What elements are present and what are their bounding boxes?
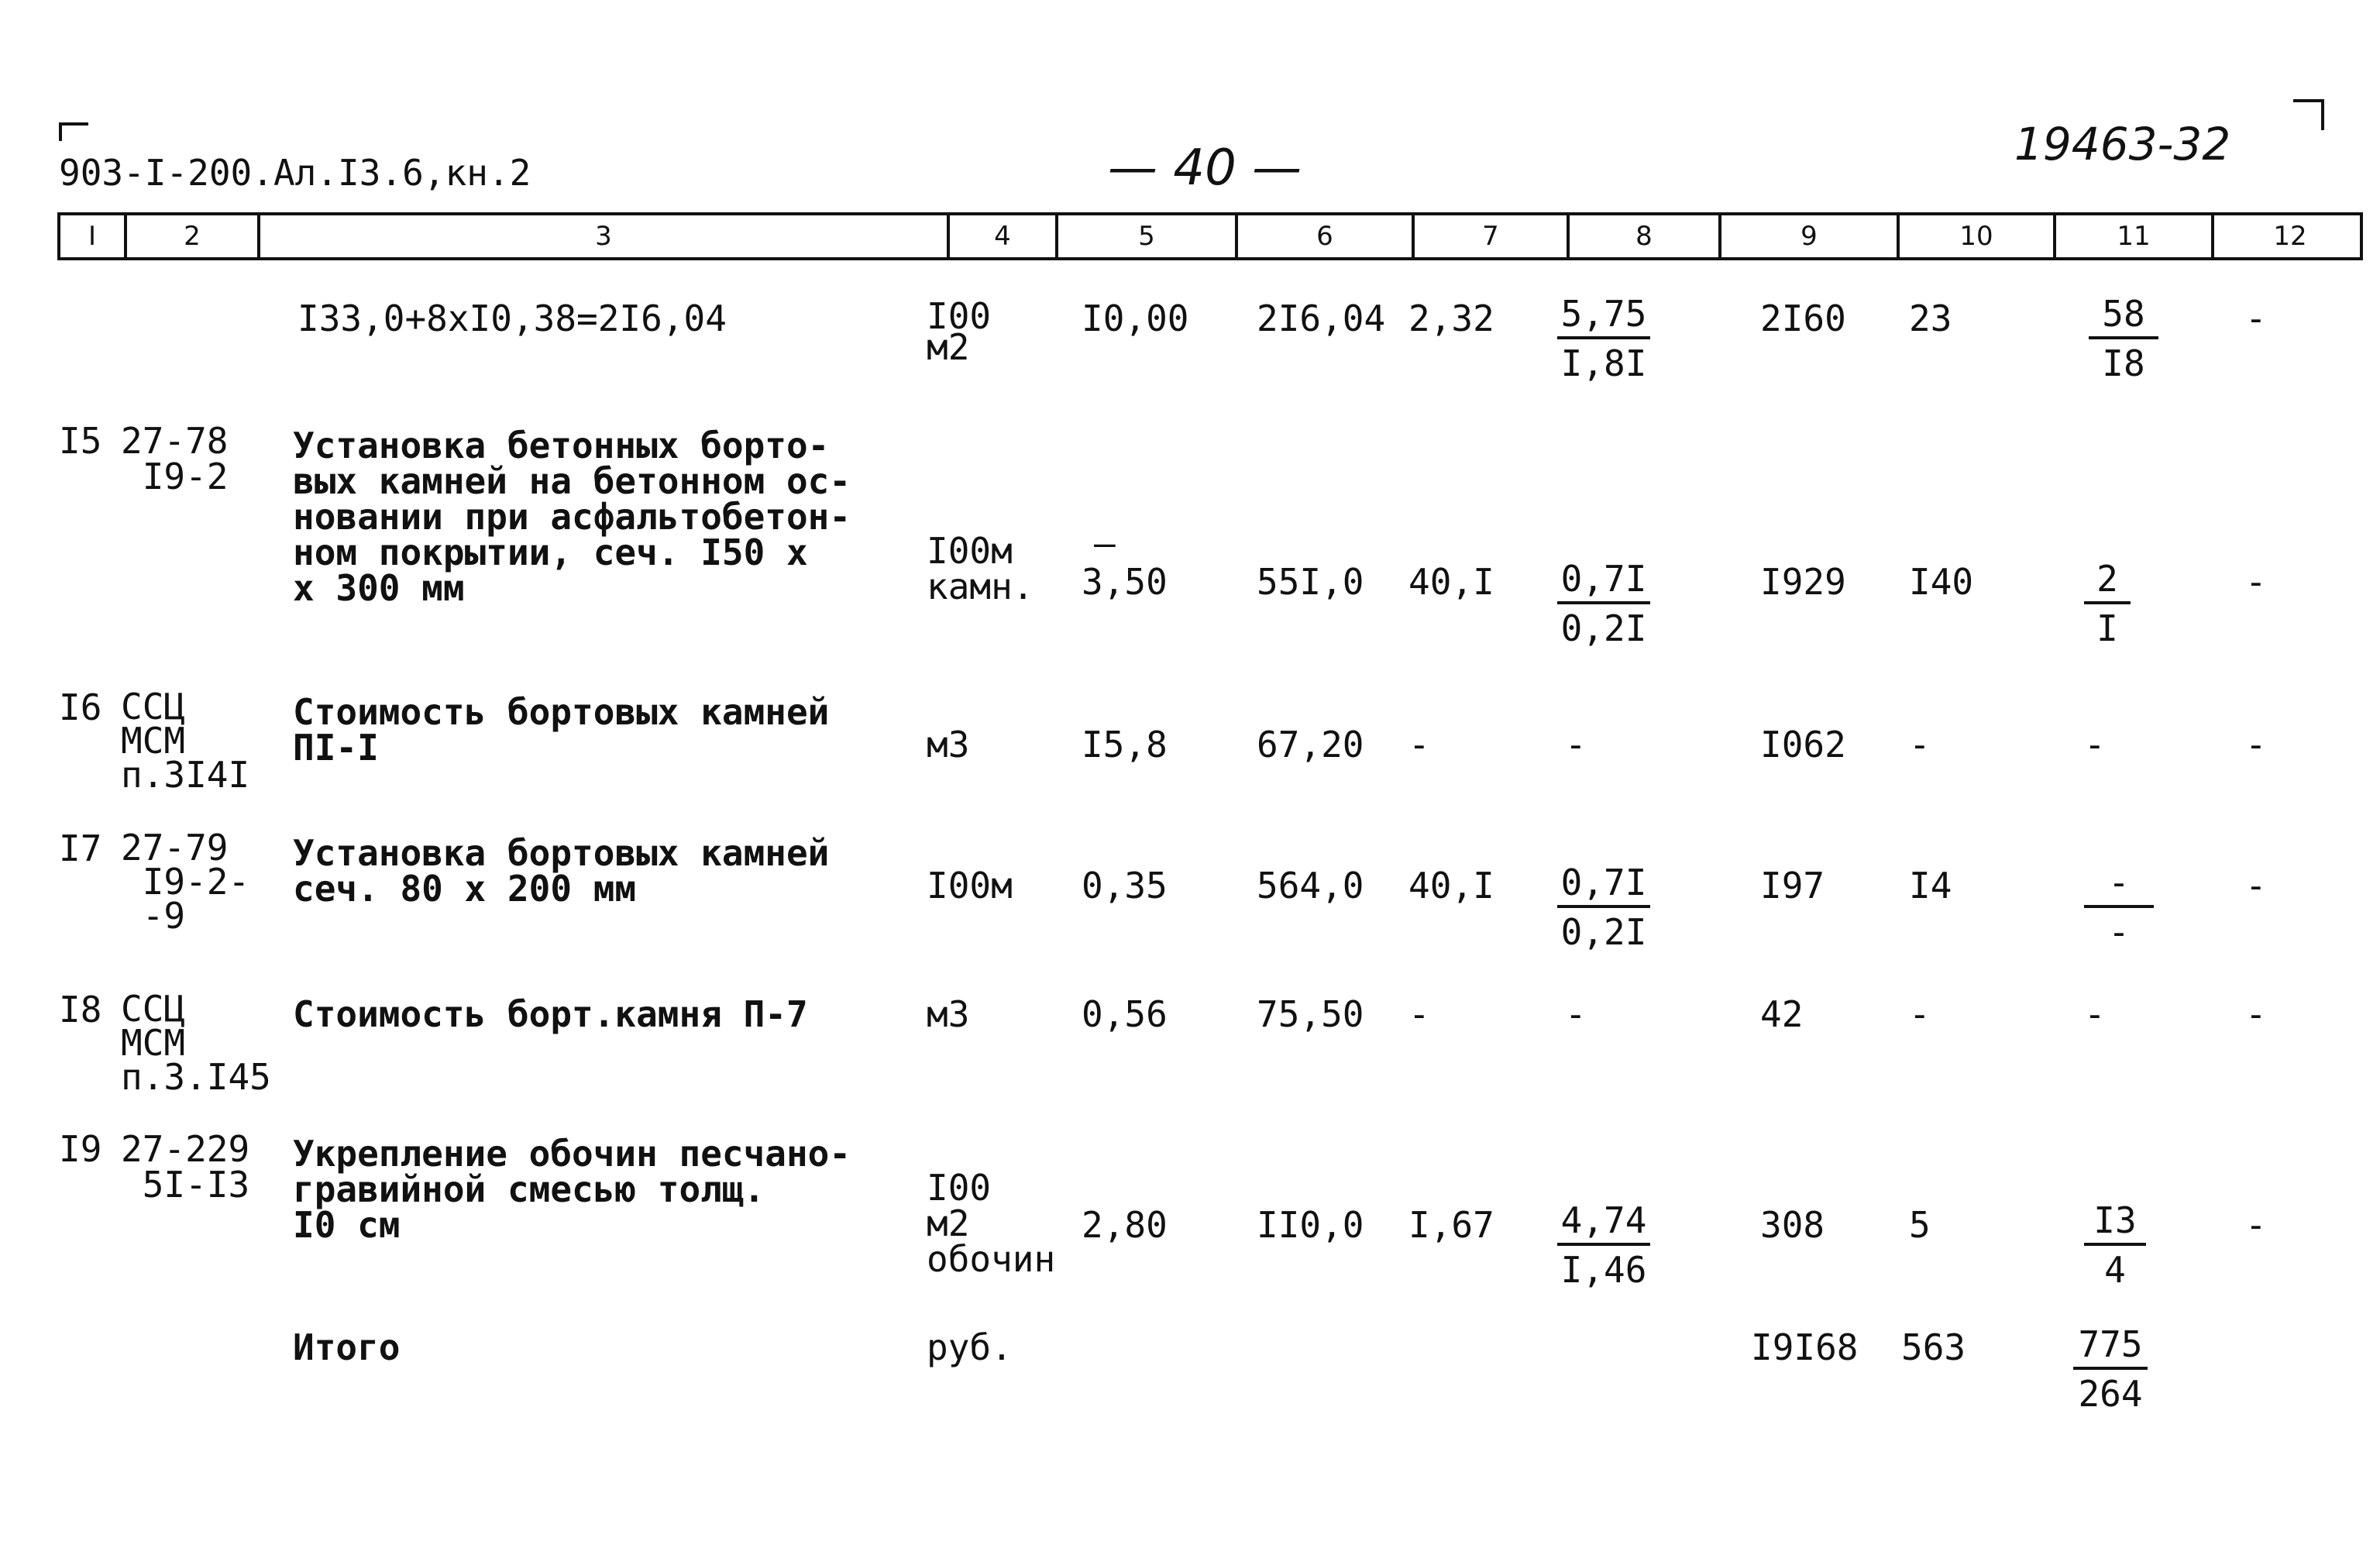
column-header-row [57, 212, 2363, 260]
row-col12: - [2245, 298, 2267, 339]
row-wage: 40,I [1408, 865, 1494, 907]
column-header-5: 5 [1058, 215, 1238, 257]
page-number: — 40 — [1108, 139, 1302, 197]
summary-total-wage: 563 [1901, 1326, 1966, 1368]
column-header-1: I [60, 215, 127, 257]
row-wage: - [1408, 993, 1430, 1035]
row-wage: I,67 [1408, 1204, 1494, 1246]
row-description: Установка бетонных борто- вых камней на бетонном ос- новании при асфальтобетон- ном покрытии, сеч. I50 x x 300 мм [293, 425, 851, 609]
row-total: 2I60 [1760, 298, 1846, 339]
row-total-machine-fraction: - - [2084, 865, 2154, 950]
row-total-machine: - [2084, 993, 2106, 1035]
column-header-6: 6 [1238, 215, 1415, 257]
row-col12: - [2245, 865, 2267, 907]
row-description: I33,0+8xI0,38=2I6,04 [298, 298, 727, 339]
row-total: 42 [1760, 993, 1804, 1035]
registration-number: 19463-32 [2014, 118, 2231, 170]
row-wage: - [1408, 724, 1430, 765]
row-quantity: 3,50 [1082, 561, 1168, 603]
row-total-wage: 23 [1909, 298, 1952, 339]
row-total: I97 [1760, 865, 1825, 907]
row-position: I6 [59, 686, 102, 728]
row-total-machine-fraction: $\frac{I3}{4}$ [2084, 1202, 2146, 1288]
row-description: Стоимость бортовых камней ПI-I [293, 691, 830, 769]
column-header-9: 9 [1721, 215, 1900, 257]
row-position: I8 [59, 989, 102, 1030]
row-unit: м3 [927, 993, 970, 1035]
row-position: I7 [59, 827, 102, 869]
row-position: I5 [59, 420, 102, 462]
row-code: ССЦ МСМ п.3.I45 [121, 988, 271, 1098]
row-unit: I00 м2 обочин [927, 1167, 1056, 1280]
column-header-8: 8 [1570, 215, 1721, 257]
row-unit: м3 [927, 724, 970, 765]
row-machine-fraction: $\frac{0,7I}{0,2I}$ [1557, 865, 1650, 950]
column-header-10: 10 [1900, 215, 2056, 257]
column-header-11: 11 [2056, 215, 2214, 257]
row-description: Укрепление обочин песчано- гравийной смесью толщ. I0 см [293, 1133, 851, 1246]
row-unit: I00м [927, 865, 1013, 907]
row-machine-fraction: $\frac{5,75}{I,8I}$ [1557, 296, 1650, 381]
row-description: Установка бортовых камней сеч. 80 x 200 мм [293, 832, 830, 910]
row-unit-price: 2I6,04 [1257, 298, 1386, 339]
row-unit-price: 75,50 [1257, 993, 1364, 1035]
row-unit-price: 564,0 [1257, 865, 1364, 907]
row-col12: - [2245, 724, 2267, 765]
summary-label: Итого [293, 1326, 401, 1368]
row-total-wage: I40 [1909, 561, 1974, 603]
row-unit: I00 м2 [927, 295, 992, 368]
row-position: I9 [59, 1128, 102, 1170]
row-description: Стоимость борт.камня П-7 [293, 993, 808, 1035]
row-total-wage: - [1909, 993, 1931, 1035]
row-wage: 40,I [1408, 561, 1494, 603]
row-machine-fraction: $\frac{4,74}{I,46}$ [1557, 1202, 1650, 1288]
column-header-7: 7 [1415, 215, 1570, 257]
row-unit-price: II0,0 [1257, 1204, 1364, 1246]
row-code: 27-229 5I-I3 [121, 1128, 250, 1206]
corner-mark-left [59, 122, 88, 141]
row-col12: - [2245, 1204, 2267, 1246]
row-col12: - [2245, 561, 2267, 603]
summary-total: I9I68 [1751, 1326, 1859, 1368]
row-unit: I00м камн. [927, 530, 1034, 607]
row-machine: - [1565, 993, 1587, 1035]
row-total-wage: 5 [1909, 1204, 1931, 1246]
row-quantity: I5,8 [1082, 724, 1168, 765]
row-quantity-mark: – [1094, 522, 1116, 564]
document-code: 903-I-200.Ал.I3.6,кн.2 [59, 152, 531, 194]
row-unit-price: 55I,0 [1257, 561, 1364, 603]
row-code: 27-78 I9-2 [121, 420, 229, 497]
row-quantity: I0,00 [1082, 298, 1189, 339]
summary-total-machine-fraction: $\frac{775}{264}$ [2073, 1326, 2148, 1412]
row-wage: 2,32 [1408, 298, 1494, 339]
row-total: I062 [1760, 724, 1846, 765]
summary-unit: руб. [927, 1326, 1013, 1368]
row-quantity: 0,56 [1082, 993, 1168, 1035]
row-total-wage: I4 [1909, 865, 1952, 907]
column-header-4: 4 [950, 215, 1058, 257]
column-header-12: 12 [2273, 221, 2307, 252]
column-header-3: 3 [260, 215, 950, 257]
row-quantity: 0,35 [1082, 865, 1168, 907]
row-col12: - [2245, 993, 2267, 1035]
row-machine: - [1565, 724, 1587, 765]
column-header-2: 2 [127, 215, 260, 257]
row-code: 27-79 I9-2- -9 [121, 827, 250, 937]
row-total-machine-fraction: $\frac{58}{I8}$ [2089, 296, 2158, 381]
row-total-machine-fraction: $\frac{2}{I}$ [2084, 561, 2131, 646]
row-total-wage: - [1909, 724, 1931, 765]
row-code: ССЦ МСМ п.3I4I [121, 686, 250, 796]
row-total: 308 [1760, 1204, 1825, 1246]
row-total: I929 [1760, 561, 1846, 603]
row-quantity: 2,80 [1082, 1204, 1168, 1246]
row-machine-fraction: $\frac{0,7I}{0,2I}$ [1557, 561, 1650, 646]
corner-mark-right [2293, 99, 2324, 130]
row-unit-price: 67,20 [1257, 724, 1364, 765]
row-total-machine: - [2084, 724, 2106, 765]
